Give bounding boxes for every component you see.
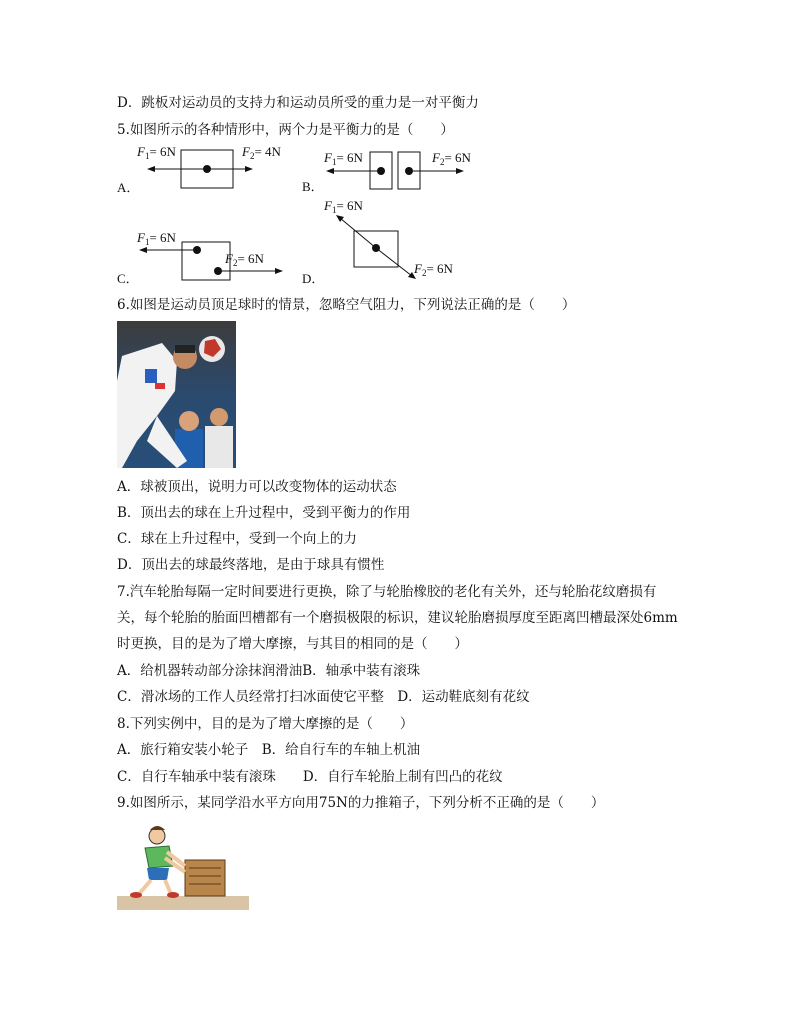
q5-figure-c <box>117 228 297 286</box>
q5-fig-a-label: A． <box>117 180 140 195</box>
q8-options-1: A．旅行箱安装小轮子 B．给自行车的车轴上机油 <box>117 742 421 758</box>
svg-text:F1= 6N: $F_1= 6N$ <box>137 230 176 247</box>
q7-stem-line-3: 时更换，目的是为了增大摩擦，与其目的相同的是（ ） <box>117 636 468 652</box>
q7-options-2: C．滑冰场的工作人员经常打扫冰面使它平整 D．运动鞋底刻有花纹 <box>117 689 530 705</box>
q5-fig-b-label: B． <box>302 179 324 194</box>
q6-option-d: D．顶出去的球最终落地，是由于球具有惯性 <box>117 557 385 573</box>
svg-text:F2= 6N: $F_2= 6N$ <box>225 251 264 268</box>
q5-figure-d <box>302 198 482 286</box>
q5-fig-c-label: C． <box>117 271 139 286</box>
q5-figure-b <box>302 145 482 198</box>
q6-option-a: A．球被顶出，说明力可以改变物体的运动状态 <box>117 479 397 495</box>
q4-option-d: D．跳板对运动员的支持力和运动员所受的重力是一对平衡力 <box>117 95 479 111</box>
svg-text:F2= 4N: $F_2= 4N$ <box>242 144 281 161</box>
q6-option-c: C．球在上升过程中，受到一个向上的力 <box>117 531 357 547</box>
q8-options-2: C．自行车轴承中装有滚珠 D．自行车轮胎上制有凹凸的花纹 <box>117 769 503 785</box>
q7-stem-line-1: 7.汽车轮胎每隔一定时间要进行更换，除了与轮胎橡胶的老化有关外，还与轮胎花纹磨损有 <box>117 584 657 600</box>
q5-fig-d-label: D． <box>302 271 325 286</box>
svg-text:F2= 6N: $F_2= 6N$ <box>432 150 471 167</box>
svg-text:F1= 6N: $F_1= 6N$ <box>324 198 363 215</box>
q8-stem: 8.下列实例中，目的是为了增大摩擦的是（ ） <box>117 716 414 732</box>
q5-figure-a <box>117 140 297 198</box>
q6-option-b: B．顶出去的球在上升过程中，受到平衡力的作用 <box>117 505 411 521</box>
q7-options-1: A．给机器转动部分涂抹润滑油B．轴承中装有滚珠 <box>117 663 421 679</box>
q9-push-box-figure <box>117 822 249 910</box>
svg-text:F2= 6N: $F_2= 6N$ <box>414 261 453 278</box>
q9-stem: 9.如图所示，某同学沿水平方向用75N的力推箱子，下列分析不正确的是（ ） <box>117 795 605 811</box>
svg-text:F1= 6N: $F_1= 6N$ <box>324 150 363 167</box>
q6-header-photo <box>117 321 236 468</box>
q7-stem-line-2: 关，每个轮胎的胎面凹槽都有一个磨损极限的标识，建议轮胎磨损厚度至距离凹槽最深处6mm <box>117 610 678 626</box>
q5-stem: 5.如图所示的各种情形中，两个力是平衡力的是（ ） <box>117 122 454 138</box>
svg-text:F1= 6N: $F_1= 6N$ <box>137 144 176 161</box>
q6-stem: 6.如图是运动员顶足球时的情景，忽略空气阻力，下列说法正确的是（ ） <box>117 297 576 313</box>
